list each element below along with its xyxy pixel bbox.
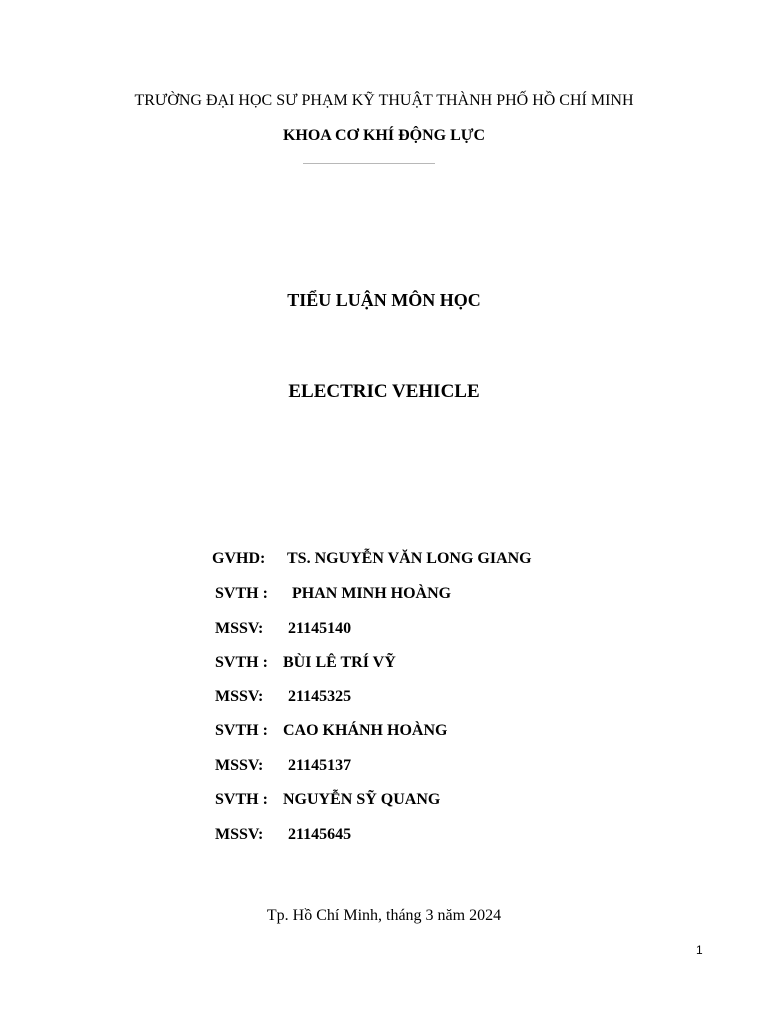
info-label: SVTH : [215,722,268,739]
info-value: NGUYỄN SỸ QUANG [283,791,441,808]
page-number: 1 [696,943,703,957]
info-value: 21145325 [288,688,352,705]
header-divider [303,163,435,164]
info-label: MSSV: [215,826,264,843]
info-label: MSSV: [215,620,264,637]
info-label: GVHD: [212,550,266,567]
info-label: MSSV: [215,757,264,774]
place-and-date: Tp. Hồ Chí Minh, tháng 3 năm 2024 [266,907,502,924]
info-value: PHAN MINH HOÀNG [292,585,452,602]
university-name: TRƯỜNG ĐẠI HỌC SƯ PHẠM KỸ THUẬT THÀNH PHỐ HỒ CHÍ MINH [134,92,634,109]
info-label: SVTH : [215,585,268,602]
faculty-name: KHOA CƠ KHÍ ĐỘNG LỰC [282,127,486,144]
info-value: 21145645 [288,826,352,843]
info-value: CAO KHÁNH HOÀNG [283,722,448,739]
info-value: 21145140 [288,620,352,637]
info-label: SVTH : [215,791,268,808]
document-type: TIỂU LUẬN MÔN HỌC [287,290,481,310]
info-label: SVTH : [215,654,268,671]
info-value: BÙI LÊ TRÍ VỸ [283,654,396,671]
info-label: MSSV: [215,688,264,705]
document-title: ELECTRIC VEHICLE [288,381,480,402]
info-value: 21145137 [288,757,352,774]
info-value: TS. NGUYỄN VĂN LONG GIANG [287,550,532,567]
